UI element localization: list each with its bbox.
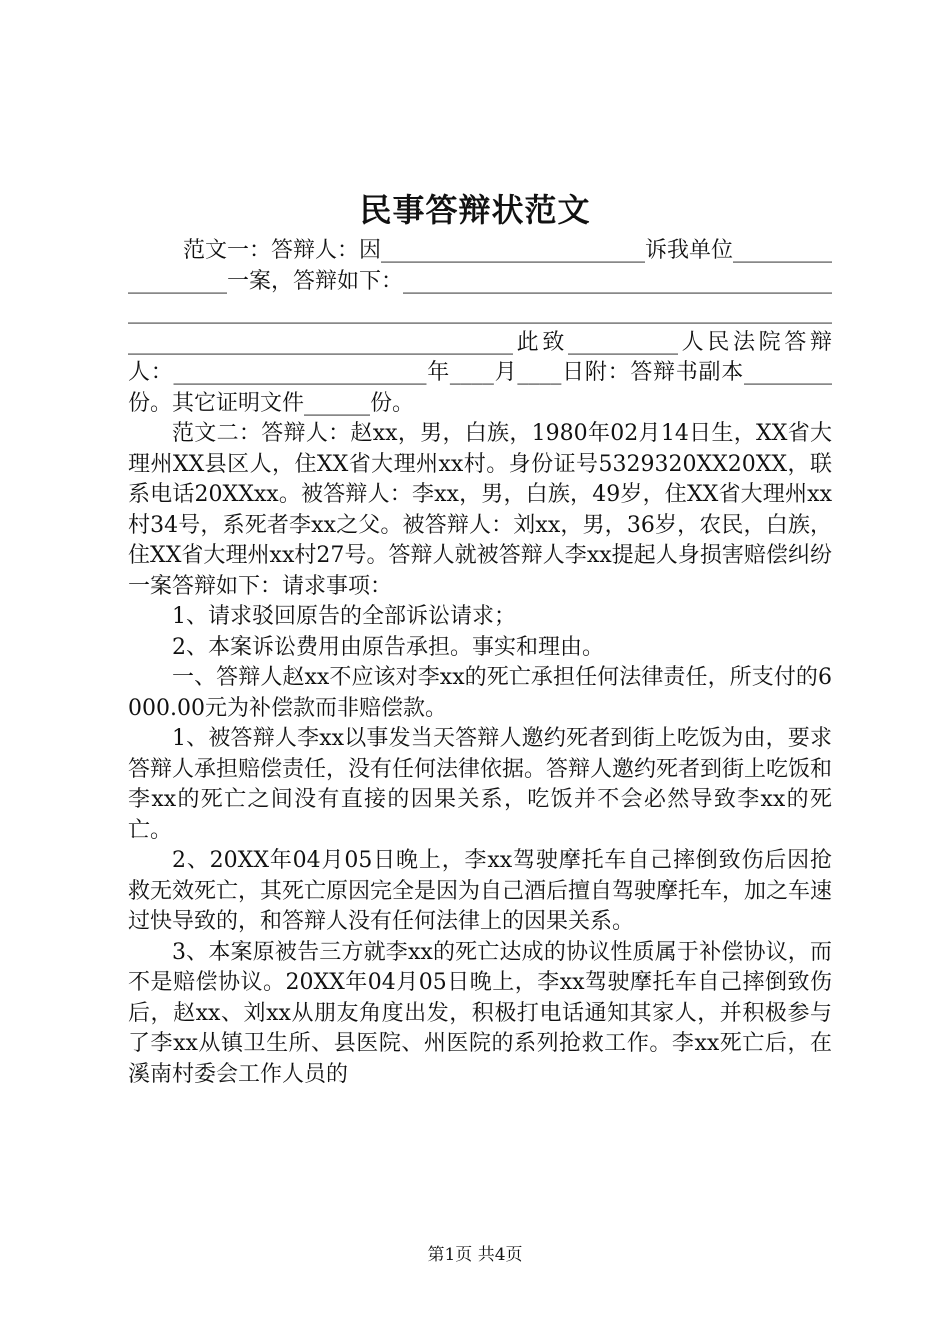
paragraph-request-1: 1、请求驳回原告的全部诉讼请求； xyxy=(172,604,516,629)
paragraph-reason-2: 2、20XX年04月05日晚上，李xx驾驶摩托车自己摔倒致伤后因抢救无效死亡，其死亡原因完全是因为自己酒后擅自驾驶摩托车，加之车速过快导致的，和答辩人没有任何法律上的因果关系。 xyxy=(128,848,833,934)
paragraph-reason-3: 3、本案原被告三方就李xx的死亡达成的协议性质属于补偿协议，而不是赔偿协议。20XX年04月05日晚上，李xx驾驶摩托车自己摔倒致伤后，赵xx、刘xx从朋友角度出发，积极打电话通知其家人，并积极参与了李xx从镇卫生所、县医院、州医院的系列抢救工作。李xx死亡后，在溪南村委会工作人员的 xyxy=(128,939,832,1087)
paragraph-request-2: 2、本案诉讼费用由原告承担。事实和理由。 xyxy=(172,634,604,660)
paragraph-template-two-intro: 范文二：答辩人：赵xx，男，白族，1980年02月14日生，XX省大理州XX县区人，住XX省大理州xx村。身份证号5329320XX20XX，联系电话20XXxx。被答辩人：李xx，男，白族，49岁，住XX省大理州xx村34号，系死者李xx之父。被答辩人：刘xx，男，36岁，农民，白族，住XX省大理州xx村27号。答辩人就被答辩人李xx提起人身损害赔偿纠纷一案答辩如下：请求事项： xyxy=(128,421,832,599)
paragraph-template-one: 范文一：答辩人：因________________________诉我单位__________________一案，答辩如下：__________________________________________________________________________________________________________________________________________此致__________人民法院答辩人：_______________________年____月____日附：答辩书副本________份。其它证明文件______份。 xyxy=(128,238,833,416)
document-body xyxy=(128,236,832,1090)
page-number-footer: 第1页 共4页 xyxy=(427,1245,523,1265)
paragraph-reason-heading: 一、答辩人赵xx不应该对李xx的死亡承担任何法律责任，所支付的6000.00元为补偿款而非赔偿款。 xyxy=(128,665,832,721)
document-title: 民事答辩状范文 xyxy=(359,191,591,229)
paragraph-reason-1: 1、被答辩人李xx以事发当天答辩人邀约死者到街上吃饭为由，要求答辩人承担赔偿责任，没有任何法律依据。答辩人邀约死者到街上吃饭和李xx的死亡之间没有直接的因果关系，吃饭并不会必然导致李xx的死亡。 xyxy=(128,726,833,843)
